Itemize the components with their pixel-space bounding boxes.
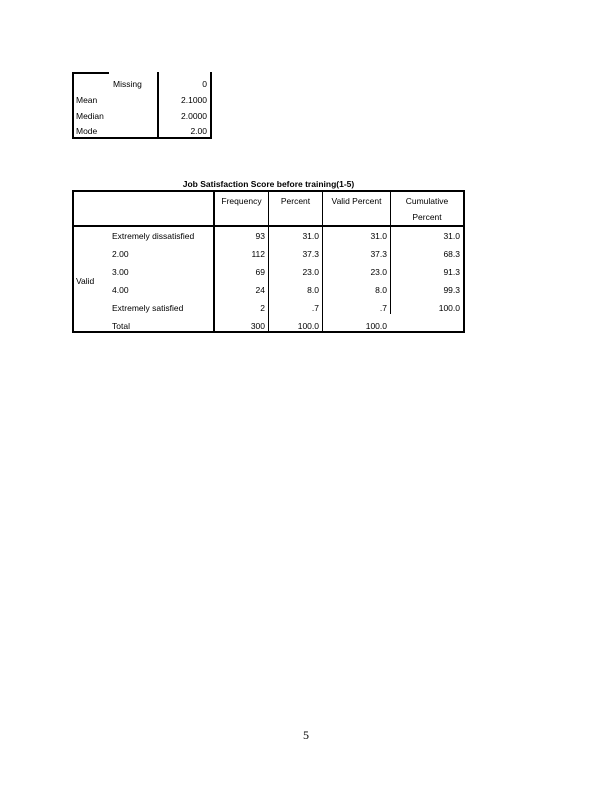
header-frequency: Frequency [221,196,262,206]
row-label: 4.00 [112,285,129,295]
cell-percent: 8.0 [307,285,319,295]
cell-valid-percent: 37.3 [370,249,387,259]
group-label-valid: Valid [76,276,95,286]
cell-frequency: 300 [250,321,265,331]
cell-valid-percent: 31.0 [370,231,387,241]
row-label: Total [112,321,130,331]
stat-label: Median [76,111,104,121]
row-label: 3.00 [112,267,129,277]
stat-value: 2.0000 [181,111,207,121]
cell-cumulative: 31.0 [443,231,460,241]
row-label: Extremely satisfied [112,303,184,313]
cell-percent: 31.0 [302,231,319,241]
stat-value: 2.00 [190,126,207,136]
table-title: Job Satisfaction Score before training(1-5) [182,179,355,189]
stat-row-missing [72,77,212,92]
table-border-right [463,190,465,333]
cell-frequency: 2 [260,303,265,313]
cell-frequency: 112 [251,249,265,259]
header-cumulative: Cumulative [405,196,449,206]
row-label: 2.00 [112,249,129,259]
cell-frequency: 24 [255,285,265,295]
cell-valid-percent: 100.0 [365,321,387,331]
header-valid-percent: Valid Percent [331,196,382,206]
row-label: Extremely dissatisfied [112,231,195,241]
cell-percent: 100.0 [297,321,319,331]
cell-frequency: 69 [255,267,265,277]
table-border-top [72,72,109,74]
stat-label: Mean [76,95,98,105]
header-percent: Percent [280,196,311,206]
cell-cumulative: 91.3 [443,267,460,277]
stat-row-mean [72,93,212,108]
cell-percent: 37.3 [302,249,319,259]
cell-cumulative [391,317,460,335]
stat-value: 2.1000 [181,95,207,105]
cell-percent: .7 [311,303,319,313]
stat-value: 0 [202,79,207,89]
cell-frequency: 93 [255,231,265,241]
stat-row-mode [72,124,212,139]
frequency-table [72,190,465,333]
cell-cumulative: 68.3 [443,249,460,259]
table-border-left [72,190,74,333]
cell-valid-percent: 23.0 [370,267,387,277]
cell-percent: 23.0 [302,267,319,277]
cell-cumulative: 99.3 [443,285,460,295]
cell-valid-percent: .7 [379,303,387,313]
cell-valid-percent: 8.0 [375,285,387,295]
stat-label: Mode [76,126,98,136]
stat-sublabel: Missing [113,79,142,89]
page-number: 5 [303,728,309,742]
cell-cumulative: 100.0 [438,303,460,313]
stat-row-median [72,109,212,124]
statistics-table [72,72,212,139]
header-cumulative-percent: Percent [412,212,442,222]
